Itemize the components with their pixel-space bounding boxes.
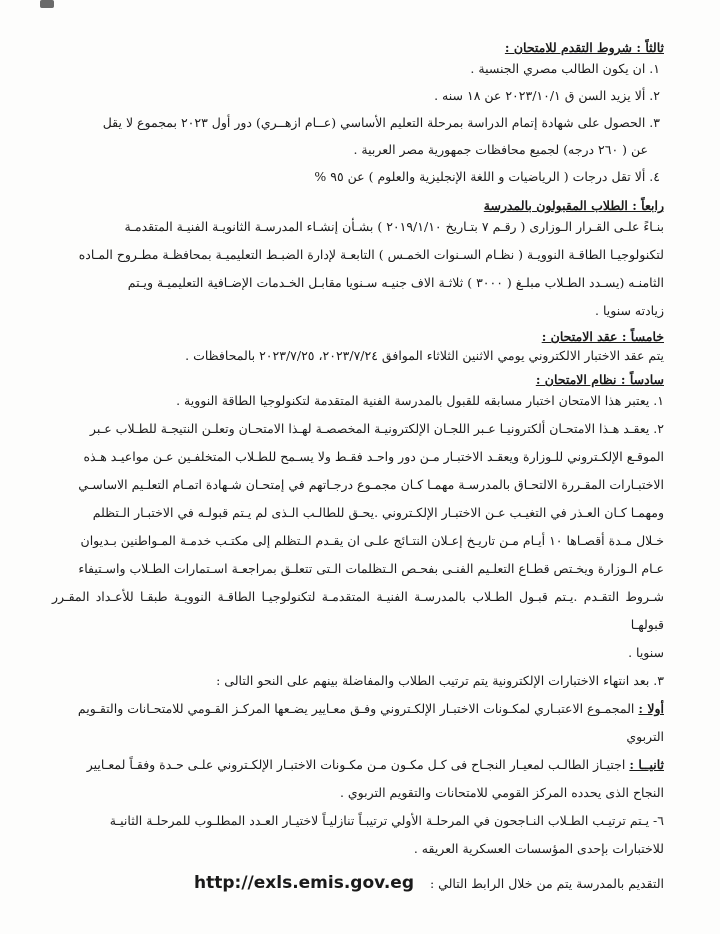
criteria-label: ثانيــا : xyxy=(629,757,664,772)
paragraph-line xyxy=(52,751,664,779)
paragraph-line: الثامنـه (يسـدد الطـلاب مبلـغ ( ٣٠٠٠ ) ثلاثـة الاف جنيـه سـنويا مقابـل الخـدمات الإضـافية التعليميـة ويـتم xyxy=(127,275,664,290)
paragraph-line: لتكنولوجيـا الطاقـة النوويـة ( نظـام السـنوات الخمـس ) التابعـة لإدارة الضبـط التعليميـة بمحافظـة مطـروح المـاده xyxy=(78,247,664,262)
paragraph-line: ٢. يعقـد هـذا الامتحـان ألكترونيـا عـبر اللجـان الإلكترونيـة المخصصـة لهـذا الامتحـان وتعلـن النتيجـة للطـلاب عـبر xyxy=(89,421,664,436)
section-heading-text: رابعاً : الطلاب المقبولون بالمدرسة xyxy=(483,198,664,213)
criteria-text: اجتيـاز الطالـب لمعيـار النجـاح فى كـل مكـون مـن مكـونات الاختبـار الإلكـتروني علـى حـدة وفقـاً لمعـايير xyxy=(86,757,626,772)
paragraph-line: ومهمـا كـان العـذر في التغيـب عـن الاختبـار الإلكـتروني .يحـق للطالـب الـذى لم يـتم قبولـه في الاختبـار الـتظلم xyxy=(92,505,664,520)
condition-item: ٣. الحصول على شهادة إتمام الدراسة بمرحلة التعليم الأساسي (عــام ازهــري) دور أول ٢٠٢٣ بمجموع لا يقل xyxy=(102,115,660,130)
section-heading-text: ثالثاً : شروط التقدم للامتحان : xyxy=(504,40,664,55)
section-heading-text: سادساً : نظام الامتحان : xyxy=(535,372,664,387)
condition-item: ٢. ألا يزيد السن ق ٢٠٢٣/١٠/١ عن ١٨ سنه . xyxy=(434,88,660,103)
section-heading xyxy=(52,198,664,213)
paragraph-line: بنـاءً علـى القـرار الـوزارى ( رقـم ٧ بتـاريخ ٢٠١٩/١/١٠ ) بشـأن إنشـاء المدرسـة الثانويـة الفنيـة المتقدمـة xyxy=(124,219,664,234)
document-body xyxy=(52,36,664,898)
paragraph-line: الاختبـارات المقـررة الالتحـاق بالمدرسـة مهمـا كـان مجمـوع درجـاتهم في إمتحـان شـهادة اتمـام التعلـيم الاساسـي xyxy=(78,477,664,492)
section-fifth xyxy=(52,329,664,368)
section-heading xyxy=(52,329,664,344)
criteria-label: أولا : xyxy=(638,701,664,716)
section-fourth xyxy=(52,198,664,325)
paragraph-line: التربوي xyxy=(626,729,664,744)
paragraph-line: النجاح الذى يحدده المركز القومي للامتحانات والتقويم التربوي . xyxy=(339,785,664,800)
apply-text: التقديم بالمدرسة يتم من خلال الرابط التالي : xyxy=(430,876,664,891)
section-heading-text: خامساً : عقد الامتحان : xyxy=(541,329,664,344)
paragraph-line: للاختبارات بإحدى المؤسسات العسكرية العريقه . xyxy=(413,841,664,856)
section-heading xyxy=(52,40,664,55)
paragraph-line: خـلال مـدة أقصـاها ١٠ أيـام مـن تاريـخ إعـلان النتـائج علـى ان يقـدم الـتظلم إلى مكتـب خدمـة المـواطنين بـديوان xyxy=(80,533,664,548)
condition-item: ٤. ألا تقل درجات ( الرياضيات و اللغة الإنجليزية والعلوم ) عن ٩٥ % xyxy=(314,169,660,184)
criteria-second xyxy=(52,751,664,807)
paragraph-line: زيادته سنويا . xyxy=(595,303,664,318)
paragraph-line: يتم عقد الاختبار الالكتروني يومي الاثنين الثلاثاء الموافق ٢٠٢٣/٧/٢٤، ٢٠٢٣/٧/٢٥ بالمحافظات . xyxy=(185,348,664,363)
apply-link[interactable]: http://exls.emis.gov.eg xyxy=(194,873,415,893)
condition-item-cont: عن ( ٢٦٠ درجه) لجميع محافظات جمهورية مصر العربية . xyxy=(353,142,648,157)
section-sixth xyxy=(52,372,664,695)
paragraph-line: عـام الـوزارة ويخـتص قطـاع التعلـيم الفنـى بفحـص الـتظلمات الـتى تتعلـق بمراجعـة اسـتمارات الطـلاب واسـتيفاء xyxy=(78,561,664,576)
point-six xyxy=(52,807,664,863)
paragraph-line xyxy=(52,695,664,723)
scan-mark xyxy=(40,0,54,8)
paragraph-line: ١. يعتبر هذا الامتحان اختبار مسابقه للقبول بالمدرسة الفنية المتقدمة لتكنولوجيا الطاقة النووية . xyxy=(176,393,664,408)
condition-item: ١. ان يكون الطالب مصري الجنسية . xyxy=(470,61,660,76)
paragraph-line: ٦- يـتم ترتيـب الطـلاب النـاجحون في المرحلـة الأولي ترتيبـاً تنازليـاً لاختيـار العـدد المطلـوب للمرحلـة الثانيـة xyxy=(109,813,664,828)
paragraph-line: شـروط التقـدم .يـتم قبـول الطـلاب بالمدرسـة الفنيـة المتقدمـة لتكنولوجيـا الطاقـة النوويـة طبقـا للأعـداد المقـرر قبولهـا xyxy=(52,589,664,632)
criteria-first xyxy=(52,695,664,751)
paragraph-line: ٣. بعد انتهاء الاختبارات الإلكترونية يتم ترتيب الطلاب والمفاضلة بينهم على النحو التالى : xyxy=(216,673,664,688)
apply-row xyxy=(52,869,664,898)
paragraph-line: سنويا . xyxy=(628,645,664,660)
section-heading xyxy=(52,372,664,387)
criteria-text: المجمـوع الاعتبـاري لمكـونات الاختبـار الإلكـتروني وفـق معـايير يضـعها المركـز القـومي للامتحـانات والتقـويم xyxy=(77,701,635,716)
paragraph-line: الموقـع الإلكـتروني للـوزارة ويعقـد الاختبـار مـن دور واحـد فقـط ولا يسـمح للطـلاب المتخلفـين عـن مواعيـد هـذه xyxy=(83,449,664,464)
section-third xyxy=(52,40,664,190)
